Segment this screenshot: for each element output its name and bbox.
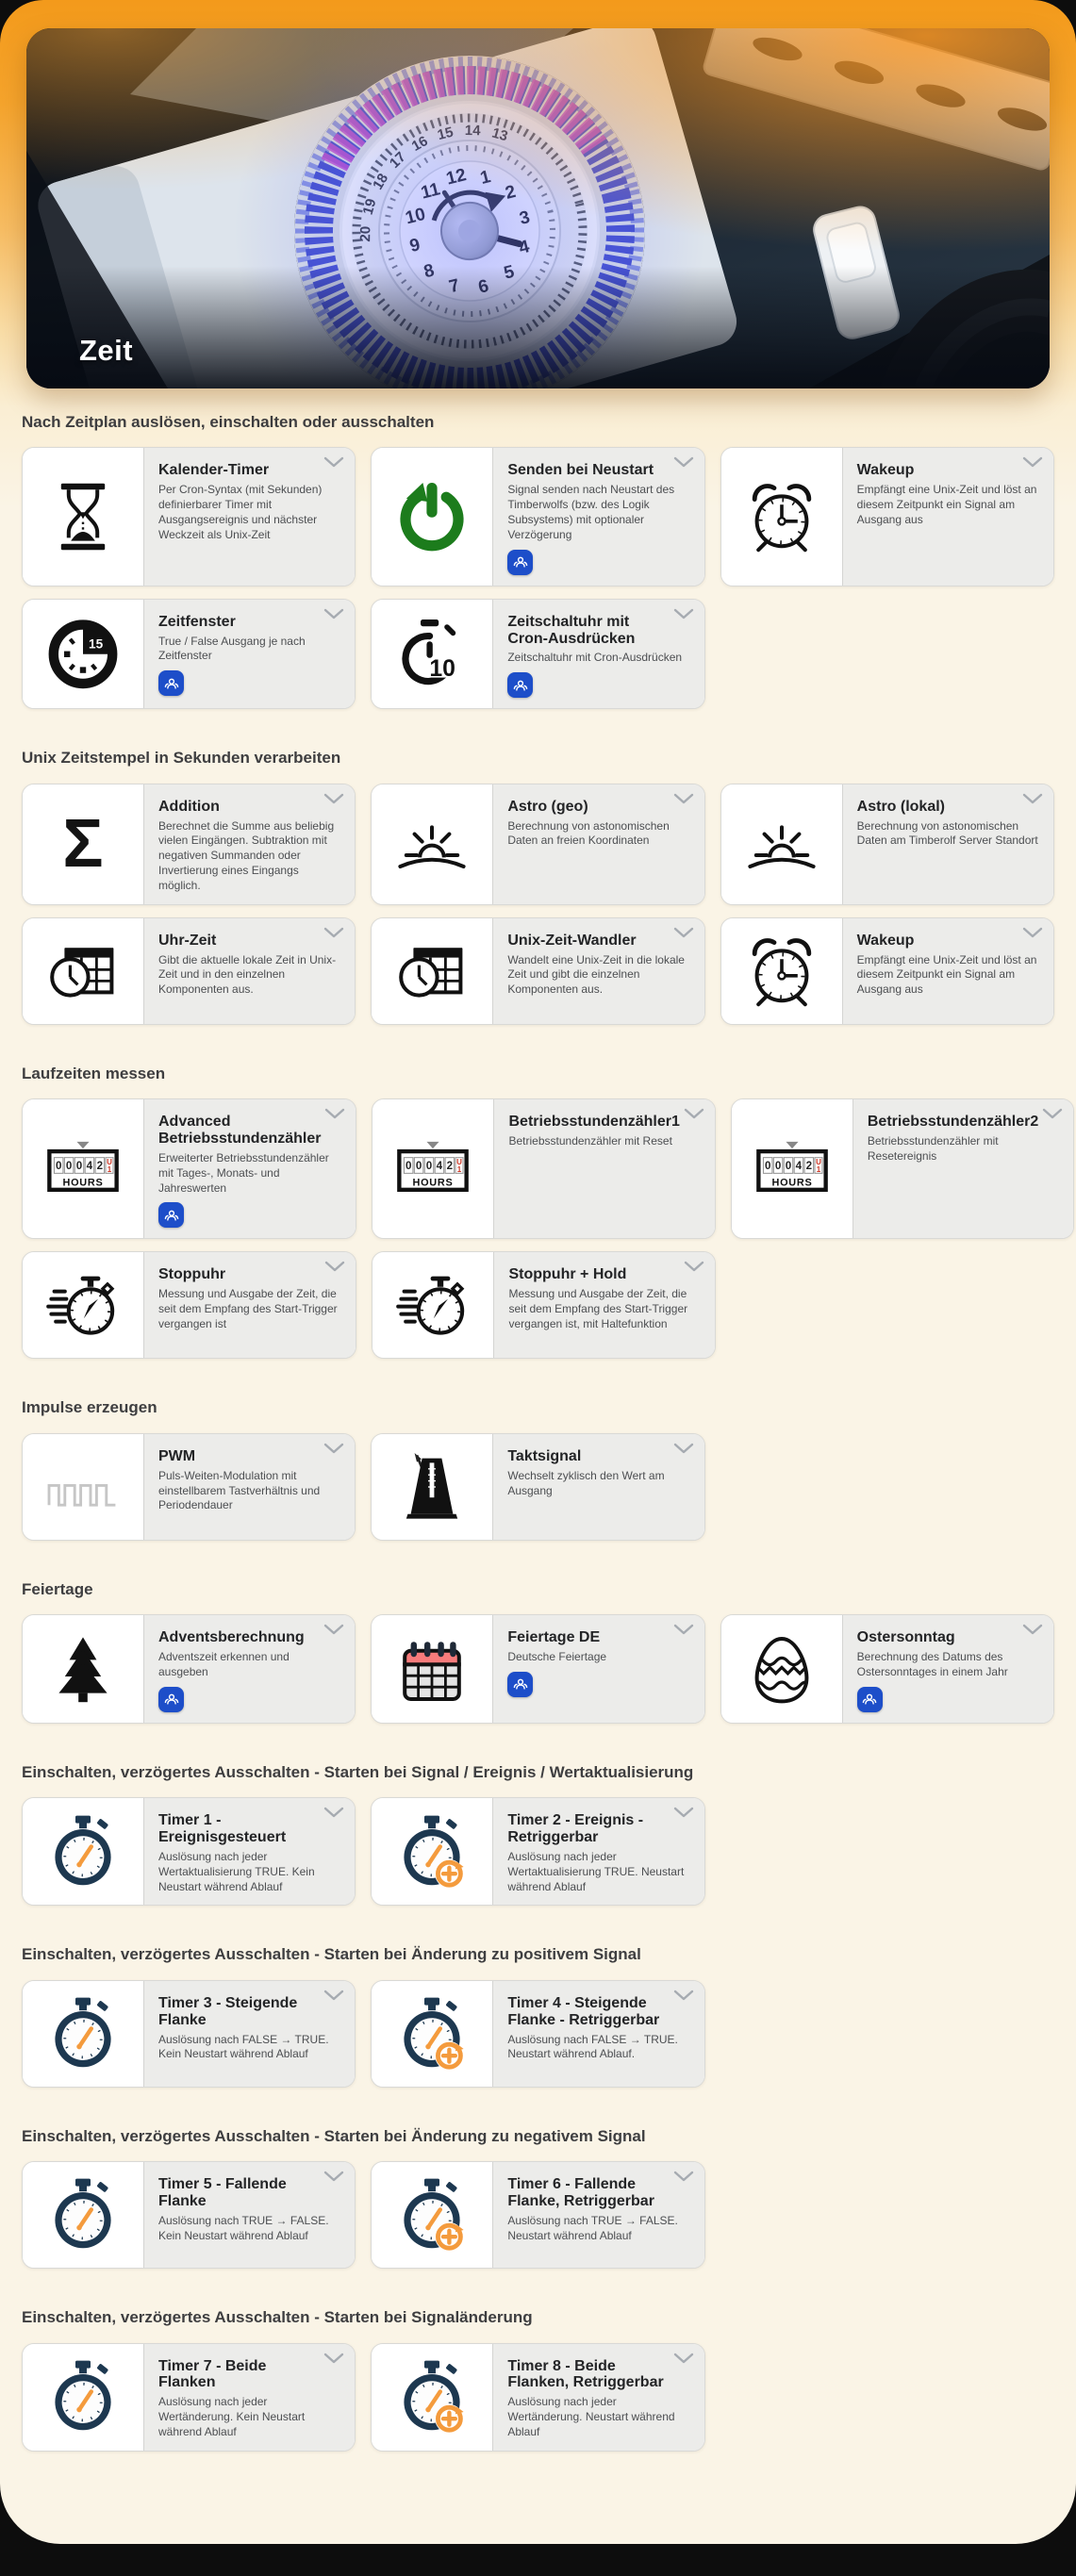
chevron-down-icon[interactable] [322, 925, 346, 940]
chevron-down-icon[interactable] [682, 1106, 706, 1121]
group-users-badge-icon [507, 672, 533, 698]
svg-text:4: 4 [86, 1159, 93, 1172]
module-description: Auslösung nach TRUE → FALSE. Kein Neustart während Ablauf [158, 2214, 329, 2242]
module-description: Auslösung nach jeder Wertänderung. Kein Neustart während Ablauf [158, 2395, 306, 2439]
svg-text:U: U [815, 1157, 821, 1166]
svg-text:0: 0 [426, 1159, 433, 1172]
hero-image [26, 28, 1050, 388]
section-heading: Einschalten, verzögertes Ausschalten - Starten bei Signaländerung [22, 2308, 533, 2327]
module-title: PWM [158, 1447, 196, 1464]
module-card[interactable] [371, 2161, 704, 2269]
svg-text:HOURS: HOURS [62, 1177, 104, 1189]
chevron-down-icon[interactable] [1020, 454, 1045, 470]
section-heading: Feiertage [22, 1579, 93, 1598]
group-users-badge-icon [507, 1672, 533, 1697]
svg-text:1: 1 [457, 1164, 462, 1174]
clock-calendar-icon [45, 933, 121, 1009]
module-description: Auslösung nach jeder Wertaktualisierung TRUE. Neustart während Ablauf [507, 1849, 685, 1893]
module-section [22, 2308, 1054, 2452]
timer-stopwatch-retrigger-icon [394, 2359, 470, 2435]
module-description: Auslösung nach FALSE → TRUE. Neustart während Ablauf. [507, 2032, 678, 2061]
module-description: Erweiterter Betriebsstundenzähler mit Tages-, Monats- und Jahreswerten [158, 1150, 329, 1195]
module-card[interactable] [371, 917, 704, 1025]
section-heading: Impulse erzeugen [22, 1398, 157, 1417]
metronome-icon [394, 1449, 470, 1525]
module-card[interactable] [372, 1251, 715, 1359]
module-description: Messung und Ausgabe der Zeit, die seit dem Empfang des Start-Trigger vergangen ist [158, 1287, 338, 1330]
module-title: Advanced Betriebsstundenzähler [158, 1114, 322, 1147]
module-title: Astro (geo) [507, 798, 588, 815]
module-description: Adventszeit erkennen und ausgeben [158, 1650, 290, 1678]
module-title: Astro (lokal) [856, 798, 945, 815]
easter-egg-icon [744, 1631, 819, 1707]
module-sections [0, 388, 1076, 2452]
module-title: Unix-Zeit-Wandler [507, 932, 637, 949]
module-description: Auslösung nach FALSE → TRUE. Kein Neustart während Ablauf [158, 2032, 329, 2061]
stopwatch-icon [45, 1267, 121, 1343]
chevron-down-icon[interactable] [322, 791, 346, 806]
chevron-down-icon[interactable] [322, 606, 346, 621]
svg-text:HOURS: HOURS [771, 1177, 813, 1189]
module-description: Auslösung nach jeder Wertaktualisierung TRUE. Kein Neustart während Ablauf [158, 1849, 315, 1893]
pwm-wave-icon [45, 1449, 121, 1525]
chevron-down-icon[interactable] [322, 2169, 346, 2184]
module-card[interactable] [371, 447, 704, 586]
group-users-badge-icon [857, 1687, 883, 1712]
chevron-down-icon[interactable] [323, 1259, 347, 1274]
svg-text:2: 2 [447, 1159, 454, 1172]
module-description: Betriebsstundenzähler mit Reset [508, 1133, 672, 1148]
module-title: Betriebsstundenzähler2 [867, 1114, 1039, 1131]
svg-text:0: 0 [55, 1159, 62, 1172]
hours-counter-icon [395, 1131, 471, 1207]
sigma-icon: Σ [62, 806, 104, 883]
module-title: Zeitschaltuhr mit Cron-Ausdrücken [507, 613, 636, 647]
chevron-down-icon[interactable] [322, 454, 346, 470]
chevron-down-icon[interactable] [671, 2169, 696, 2184]
module-description: Zeitschaltuhr mit Cron-Ausdrücken [507, 651, 683, 665]
alarm-clock-icon [744, 933, 819, 1009]
module-card[interactable] [22, 1980, 356, 2088]
module-section [22, 1065, 1054, 1360]
svg-text:U: U [456, 1157, 463, 1166]
timer-photo-illustration [26, 28, 1050, 388]
module-card[interactable] [22, 1433, 356, 1541]
chevron-down-icon[interactable] [322, 1441, 346, 1456]
clock-calendar-icon [394, 933, 470, 1009]
timer-stopwatch-icon [45, 1814, 121, 1890]
timer-stopwatch-retrigger-icon [394, 2177, 470, 2253]
module-description: Deutsche Feiertage [507, 1650, 607, 1664]
svg-text:10: 10 [429, 656, 456, 683]
chevron-down-icon[interactable] [682, 1259, 706, 1274]
timer-stopwatch-retrigger-icon [394, 1996, 470, 2072]
chevron-down-icon[interactable] [671, 2351, 696, 2366]
svg-text:0: 0 [65, 1159, 73, 1172]
module-card[interactable] [720, 447, 1054, 586]
module-card[interactable] [371, 1433, 704, 1541]
section-heading: Unix Zeitstempel in Sekunden verarbeiten [22, 749, 341, 768]
module-title: Addition [158, 798, 220, 815]
restart-power-icon [394, 479, 470, 554]
svg-text:4: 4 [437, 1159, 443, 1172]
module-title: Wakeup [856, 462, 915, 479]
module-description: Auslösung nach TRUE → FALSE. Neustart während Ablauf [507, 2214, 678, 2242]
chevron-down-icon[interactable] [1040, 1106, 1065, 1121]
module-card[interactable] [22, 1098, 356, 1239]
module-description: Berechnung von astonomischen Daten am Timberolf Server Standort [856, 818, 1038, 848]
card-grid [22, 1614, 1054, 1724]
module-card[interactable] [372, 1098, 715, 1239]
module-description: True / False Ausgang je nach Zeitfenster [158, 634, 306, 663]
group-users-badge-icon [158, 1687, 184, 1712]
module-description: Wechselt zyklisch den Wert am Ausgang [507, 1468, 665, 1497]
sunrise-icon [394, 806, 470, 882]
module-description: Berechnet die Summe aus beliebig vielen Eingängen. Subtraktion mit negativen Summanden oder Invertierung eines Eingangs möglich. [158, 818, 335, 892]
section-heading: Einschalten, verzögertes Ausschalten - Starten bei Signal / Ereignis / Wertaktualisierung [22, 1762, 694, 1781]
module-card[interactable] [371, 2343, 704, 2452]
section-heading: Einschalten, verzögertes Ausschalten - Starten bei Änderung zu positivem Signal [22, 1945, 641, 1964]
card-grid [22, 784, 1054, 1025]
module-title: Betriebsstundenzähler1 [508, 1114, 680, 1131]
svg-text:0: 0 [764, 1159, 771, 1172]
module-card[interactable] [22, 2161, 356, 2269]
module-title: Stoppuhr [158, 1266, 226, 1283]
section-heading: Nach Zeitplan auslösen, einschalten oder ausschalten [22, 413, 435, 431]
stopwatch-icon [395, 1267, 471, 1343]
svg-text:U: U [107, 1157, 112, 1166]
module-title: Timer 1 - Ereignisgesteuert [158, 1812, 287, 1846]
module-title: Ostersonntag [856, 1629, 955, 1646]
module-card[interactable] [22, 1251, 356, 1359]
module-description: Gibt die aktuelle lokale Zeit in Unix-Zeit und in den einzelnen Komponenten aus. [158, 952, 337, 997]
svg-text:HOURS: HOURS [413, 1177, 454, 1189]
module-card[interactable] [720, 917, 1054, 1025]
chevron-down-icon[interactable] [671, 1988, 696, 2003]
page-title: Zeit [79, 334, 134, 367]
module-card[interactable] [22, 784, 356, 905]
module-description: Per Cron-Syntax (mit Sekunden) definierbarer Timer mit Ausgangsereignis und nächster Weckzeit als Unix-Zeit [158, 483, 323, 541]
module-card[interactable] [22, 1614, 356, 1724]
card-grid [22, 1098, 1054, 1359]
group-users-badge-icon [158, 670, 184, 696]
module-card[interactable] [720, 784, 1054, 905]
timer-stopwatch-retrigger-icon [394, 1814, 470, 1890]
module-title: Zeitfenster [158, 613, 236, 630]
chevron-down-icon[interactable] [671, 925, 696, 940]
svg-text:0: 0 [785, 1159, 792, 1172]
calendar-icon [394, 1631, 470, 1707]
module-title: Timer 2 - Ereignis - Retriggerbar [507, 1812, 644, 1846]
alarm-clock-icon [744, 479, 819, 554]
timer-10-icon [394, 616, 470, 691]
sunrise-icon [744, 806, 819, 882]
chevron-down-icon[interactable] [1020, 1622, 1045, 1637]
module-title: Kalender-Timer [158, 462, 270, 479]
module-card[interactable] [731, 1098, 1074, 1239]
chevron-down-icon[interactable] [671, 454, 696, 470]
chevron-down-icon[interactable] [322, 1988, 346, 2003]
christmas-tree-icon [45, 1631, 121, 1707]
module-title: Taktsignal [507, 1447, 582, 1464]
chevron-down-icon[interactable] [671, 1441, 696, 1456]
timer-stopwatch-icon [45, 1996, 121, 2072]
module-title: Stoppuhr + Hold [508, 1266, 627, 1283]
module-description: Berechnung von astonomischen Daten an freien Koordinaten [507, 818, 670, 848]
module-title: Uhr-Zeit [158, 932, 217, 949]
svg-text:0: 0 [774, 1159, 782, 1172]
section-heading: Einschalten, verzögertes Ausschalten - Starten bei Änderung zu negativem Signal [22, 2126, 646, 2145]
module-card[interactable] [371, 1614, 704, 1724]
module-title: Adventsberechnung [158, 1629, 305, 1646]
hours-counter-icon [754, 1131, 830, 1207]
module-title: Timer 6 - Fallende Flanke, Retriggerbar [507, 2176, 654, 2210]
module-description: Empfängt eine Unix-Zeit und löst an diesem Zeitpunkt ein Signal am Ausgang aus [856, 952, 1037, 997]
svg-text:1: 1 [816, 1164, 821, 1174]
card-grid [22, 1980, 1054, 2088]
card-grid [22, 2343, 1054, 2452]
card-grid [22, 447, 1054, 709]
svg-text:2: 2 [805, 1159, 812, 1172]
module-description: Messung und Ausgabe der Zeit, die seit dem Empfang des Start-Trigger vergangen ist, mit Haltefunktion [508, 1287, 688, 1330]
module-description: Berechnung des Datums des Ostersonntages in einem Jahr [856, 1650, 1008, 1678]
hours-counter-icon [45, 1131, 121, 1207]
svg-text:4: 4 [795, 1159, 803, 1172]
module-card[interactable] [22, 917, 356, 1025]
section-heading: Laufzeiten messen [22, 1064, 166, 1082]
chevron-down-icon[interactable] [671, 1622, 696, 1637]
module-section [22, 749, 1054, 1024]
module-title: Wakeup [856, 932, 915, 949]
chevron-down-icon[interactable] [323, 1106, 347, 1121]
module-description: Empfängt eine Unix-Zeit und löst an diesem Zeitpunkt ein Signal am Ausgang aus [856, 483, 1037, 526]
clock-quarter-icon [45, 616, 121, 691]
module-title: Timer 3 - Steigende Flanke [158, 1994, 298, 2028]
chevron-down-icon[interactable] [671, 606, 696, 621]
module-section [22, 1763, 1054, 1907]
svg-text:0: 0 [416, 1159, 422, 1172]
module-section [22, 2127, 1054, 2269]
chevron-down-icon[interactable] [671, 1805, 696, 1820]
module-description: Signal senden nach Neustart des Timberwolfs (bzw. des Logik Subsystems) mit optionaler Verzögerung [507, 483, 675, 541]
timer-stopwatch-icon [45, 2177, 121, 2253]
module-card[interactable] [371, 784, 704, 905]
module-card[interactable] [720, 1614, 1054, 1724]
module-card[interactable] [22, 447, 356, 586]
group-users-badge-icon [507, 550, 533, 575]
module-card[interactable] [371, 1797, 704, 1906]
module-title: Timer 4 - Steigende Flanke - Retriggerbar [507, 1994, 660, 2028]
module-card[interactable] [371, 1980, 704, 2088]
card-grid [22, 1797, 1054, 1906]
timer-stopwatch-icon [45, 2359, 121, 2435]
chevron-down-icon[interactable] [1020, 925, 1045, 940]
module-description: Auslösung nach jeder Wertänderung. Neustart während Ablauf [507, 2395, 675, 2439]
module-card[interactable] [22, 2343, 356, 2452]
card-grid [22, 1433, 1054, 1541]
module-title: Timer 5 - Fallende Flanke [158, 2176, 287, 2210]
chevron-down-icon[interactable] [671, 791, 696, 806]
module-card[interactable] [22, 599, 356, 710]
module-section [22, 1398, 1054, 1540]
chevron-down-icon[interactable] [1020, 791, 1045, 806]
module-title: Timer 7 - Beide Flanken [158, 2357, 267, 2391]
module-section [22, 1945, 1054, 2087]
svg-text:0: 0 [406, 1159, 412, 1172]
module-description: Wandelt eine Unix-Zeit in die lokale Zeit und gibt die einzelnen Komponenten aus. [507, 952, 685, 997]
card-grid [22, 2161, 1054, 2269]
chevron-down-icon[interactable] [322, 1622, 346, 1637]
chevron-down-icon[interactable] [322, 2351, 346, 2366]
module-title: Senden bei Neustart [507, 462, 654, 479]
module-description: Betriebsstundenzähler mit Resetereignis [867, 1133, 999, 1163]
module-section [22, 413, 1054, 709]
module-description: Puls-Weiten-Modulation mit einstellbarem Tastverhältnis und Periodendauer [158, 1468, 321, 1512]
group-users-badge-icon [158, 1202, 184, 1228]
chevron-down-icon[interactable] [322, 1805, 346, 1820]
module-card[interactable] [371, 599, 704, 710]
svg-text:15: 15 [89, 636, 104, 652]
svg-text:1: 1 [107, 1164, 112, 1174]
hourglass-icon [45, 479, 121, 554]
svg-text:2: 2 [96, 1159, 104, 1172]
svg-text:0: 0 [75, 1159, 83, 1172]
module-section [22, 1580, 1054, 1724]
module-title: Timer 8 - Beide Flanken, Retriggerbar [507, 2357, 664, 2391]
module-card[interactable] [22, 1797, 356, 1906]
module-title: Feiertage DE [507, 1629, 601, 1646]
